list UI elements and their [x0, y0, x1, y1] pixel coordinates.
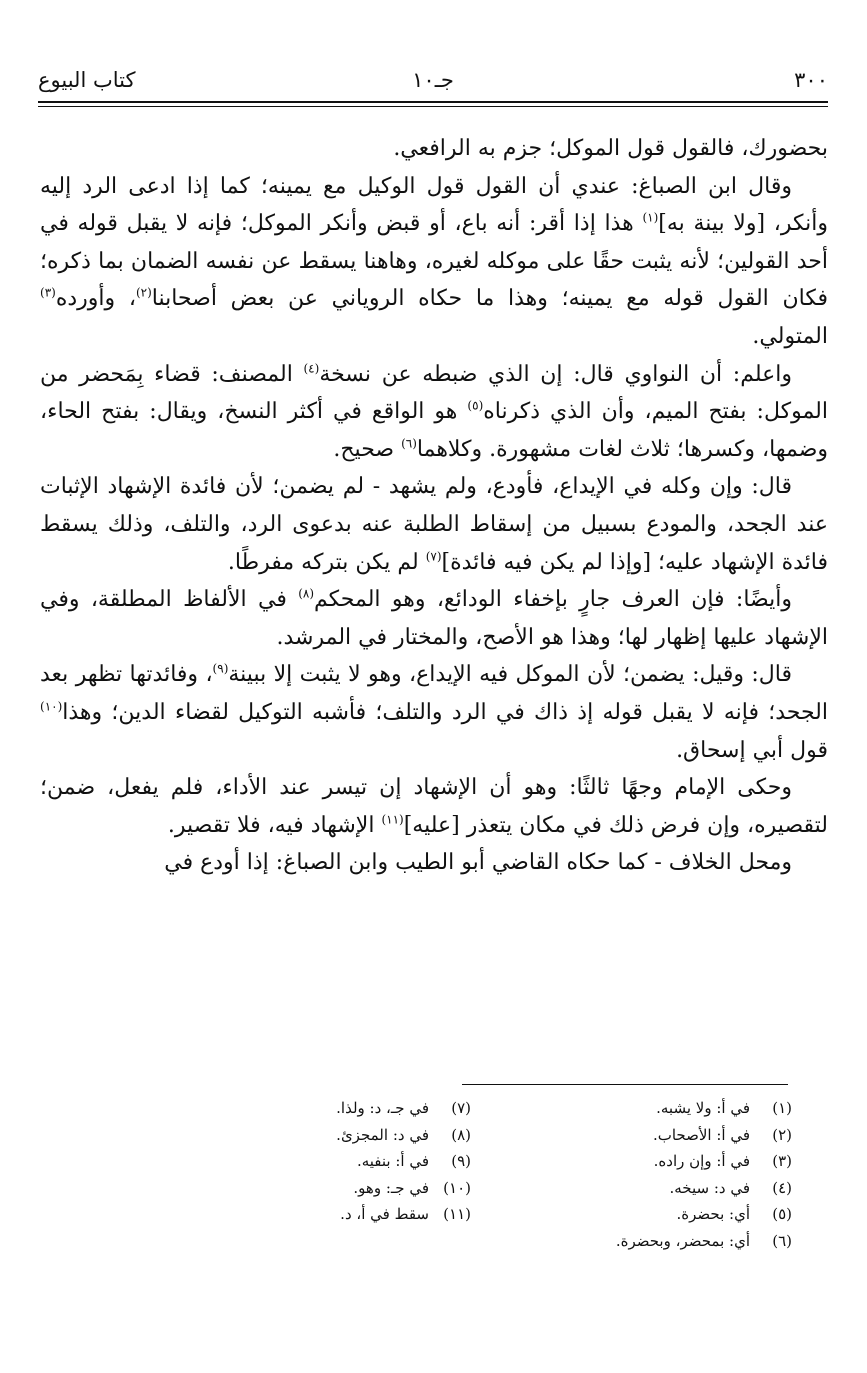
text-run: بحضورك، فالقول قول الموكل؛ جزم به الرافعي. — [393, 136, 828, 161]
header-rule-thin — [38, 106, 828, 107]
footnote — [471, 1228, 792, 1255]
footnote — [471, 1095, 792, 1122]
footnote-marker: (١١) — [381, 812, 404, 827]
footnote-number: (٢) — [772, 1125, 792, 1144]
footnote-marker: (٢) — [135, 286, 152, 301]
text-run: المصنف: قضاء بِمَحضر من الموكل: بفتح الميم، وأن الذي ذكرناه — [40, 361, 829, 425]
footnote-number: (٨) — [451, 1125, 471, 1144]
paragraph — [40, 356, 828, 469]
footnote-text: سقط في أ، د. — [340, 1205, 429, 1223]
footnote-separator — [462, 1084, 788, 1085]
footnote-number: (٧) — [451, 1099, 471, 1117]
footnote-marker: (٧) — [425, 549, 442, 564]
footnote-text: في د: سيخه. — [669, 1178, 750, 1197]
footnote-number: (٩) — [451, 1152, 471, 1170]
footnote — [471, 1175, 792, 1202]
text-run: ومحل الخلاف - كما حكاه القاضي أبو الطيب وابن الصباغ: إذا أودع في — [164, 850, 792, 876]
text-run: المتولي. — [752, 323, 828, 349]
footnotes-left-column — [150, 1095, 471, 1254]
paragraph — [40, 769, 828, 844]
paragraph — [40, 130, 828, 168]
paragraph — [40, 468, 828, 581]
footnote-number: (١٠) — [443, 1178, 471, 1197]
footnote-marker: (٤) — [303, 361, 320, 376]
footnotes-right-column — [471, 1095, 792, 1254]
footnote-marker: (٩) — [212, 661, 229, 676]
footnote-number: (٣) — [772, 1152, 792, 1170]
footnote-marker: (٨) — [298, 586, 315, 601]
footnote-marker: (٥) — [467, 398, 484, 413]
text-run: لم يكن بتركه مفرطًا. — [227, 549, 426, 575]
footnote-text: في د: المجزئ. — [336, 1125, 429, 1144]
footnote-text: في أ: وإن راده. — [653, 1152, 750, 1170]
footnote — [471, 1122, 792, 1149]
footnote-marker: (١) — [642, 210, 659, 225]
footnote-text: في أ: بنفيه. — [356, 1152, 429, 1170]
footnote — [150, 1122, 471, 1149]
footnote-number: (١) — [772, 1099, 792, 1117]
footnote — [150, 1201, 471, 1228]
footnote-text: في أ: الأصحاب. — [652, 1125, 750, 1144]
page-number: ٣٠٠ — [794, 68, 828, 92]
text-run: في الألفاظ المطلقة، وفي الإشهاد عليها إظهار لها؛ وهذا هو الأصح، والمختار في المرشد. — [40, 587, 828, 650]
text-run: قال: وقيل: يضمن؛ لأن الموكل فيه الإيداع، وهو لا يثبت إلا ببينة — [228, 662, 792, 688]
footnote-text: في جـ، د: ولذا. — [336, 1099, 429, 1117]
text-run: وحكى الإمام وجهًا ثالثًا: وهو أن الإشهاد إن تيسر عند الأداء، فلم يفعل، ضمن؛ لتقصيره، وإن فرض ذلك في مكان يتعذر [عليه] — [40, 775, 828, 838]
footnote-text: أي: بحضرة. — [676, 1205, 750, 1223]
footnote-number: (٥) — [772, 1205, 792, 1223]
header-rule — [38, 101, 828, 103]
book-title: كتاب البيوع — [38, 68, 136, 92]
footnote-marker: (٣) — [40, 286, 56, 301]
text-run: ، وأورده — [55, 286, 136, 312]
footnote — [150, 1175, 471, 1202]
footnote-number: (٤) — [772, 1178, 792, 1197]
footnote — [150, 1095, 471, 1122]
footnote-text: في أ: ولا يشبه. — [656, 1099, 750, 1117]
footnotes — [150, 1095, 792, 1254]
footnote-marker: (٦) — [401, 436, 417, 451]
paragraph — [40, 844, 828, 882]
footnote — [150, 1148, 471, 1175]
text-run: قول أبي إسحاق. — [676, 737, 828, 763]
paragraph — [40, 656, 828, 769]
footnote — [471, 1148, 792, 1175]
main-text — [40, 130, 828, 882]
paragraph — [40, 168, 828, 356]
text-run: صحيح. — [333, 436, 402, 462]
footnote — [471, 1201, 792, 1228]
text-run: الإشهاد فيه، فلا تقصير. — [167, 812, 382, 838]
page-header — [38, 62, 828, 102]
volume-label: جـ١٠ — [412, 68, 454, 92]
footnote-number: (٦) — [772, 1231, 792, 1250]
footnote-text: أي: بمحضر، وبحضرة. — [615, 1231, 750, 1250]
footnote-marker: (١٠) — [40, 699, 63, 714]
text-run: وقال ابن الصباغ: عندي أن القول قول الوكيل مع يمينه؛ كما إذا ادعى الرد إليه وأنكر، [ولا بينة به] — [40, 173, 828, 237]
text-run: وأيضًا: فإن العرف جارٍ بإخفاء الودائع، وهو المحكم — [314, 587, 792, 613]
text-run: واعلم: أن النواوي قال: إن الذي ضبطه عن نسخة — [319, 361, 793, 387]
footnote-number: (١١) — [443, 1205, 471, 1223]
text-run: هذا إذا أقر: أنه باع، أو قبض وأنكر الموكل؛ فإنه لا يقبل قوله في أحد القولين؛ لأنه يثبت حقًا على موكله لغيره، وهاهنا يسقط عن نفسه الضمان بما ذكره؛ فكان القول قوله مع يمينه؛ وهذا ما حكاه الروياني عن بعض أصحابنا — [40, 211, 828, 312]
paragraph — [40, 581, 828, 656]
text-run: قال: وإن وكله في الإيداع، فأودع، ولم يشهد - لم يضمن؛ لأن فائدة الإشهاد الإثبات عند الجحد، والمودع بسبيل من إسقاط الطلبة عنه بدعوى الرد، والتلف، وذلك يسقط فائدة الإشهاد عليه؛ [وإذا لم يكن فيه فائدة] — [40, 474, 828, 575]
footnote-text: في جـ: وهو. — [353, 1178, 429, 1197]
text-run: ، وفائدتها تظهر بعد الجحد؛ فإنه لا يقبل قوله إذ ذاك في الرد والتلف؛ فأشبه التوكيل لقضاء الدين؛ وهذا — [40, 662, 828, 725]
text-run: هو الواقع في أكثر النسخ، ويقال: بفتح الحاء، وضمها، وكسرها؛ ثلاث لغات مشهورة. وكلاهما — [40, 399, 828, 462]
